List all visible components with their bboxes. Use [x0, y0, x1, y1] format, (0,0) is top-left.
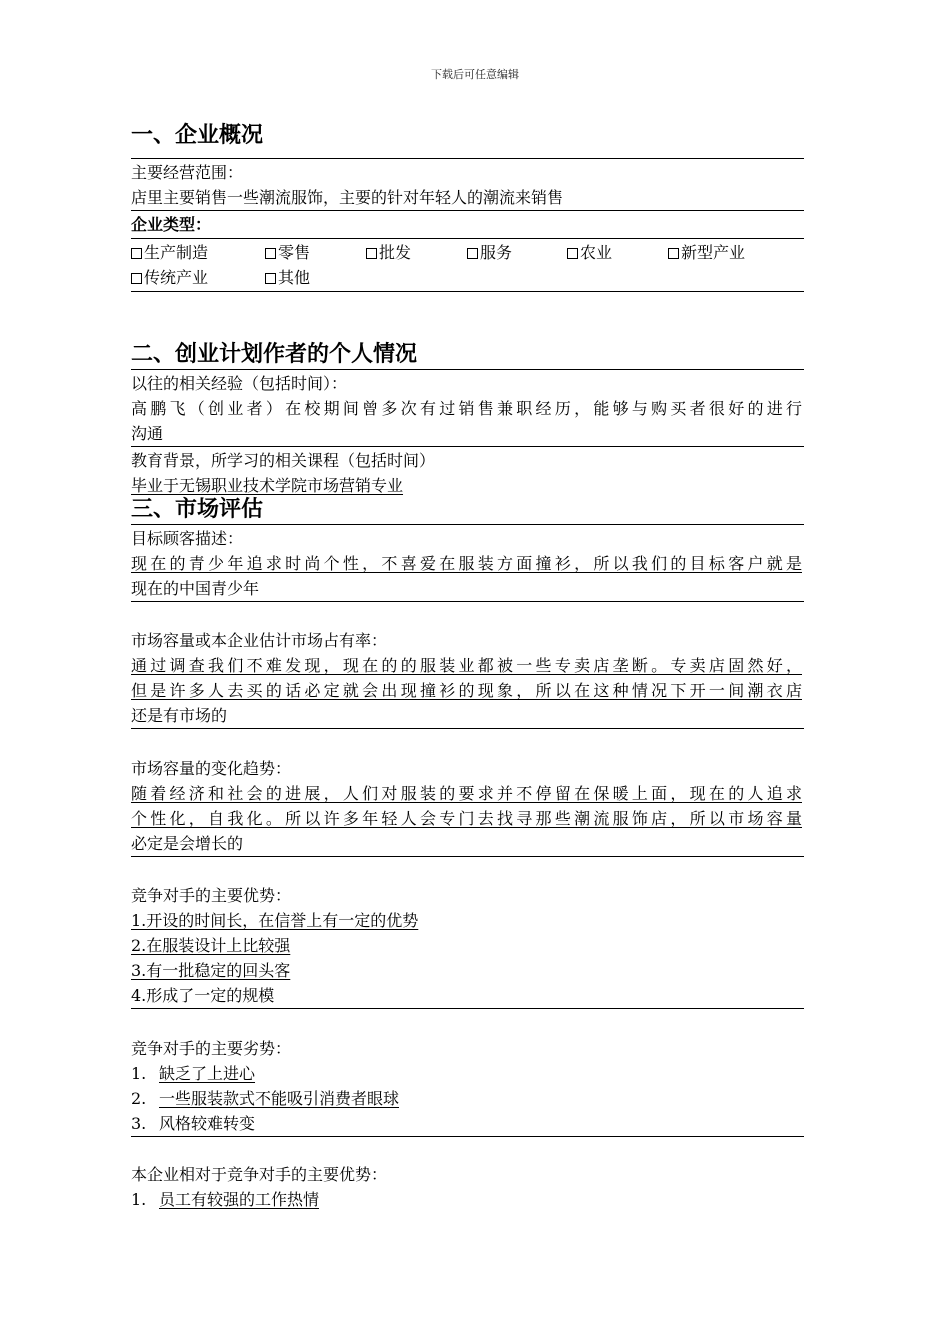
checkbox-icon[interactable]: [567, 248, 578, 259]
checkbox-option[interactable]: 批发: [366, 240, 411, 265]
experience-line: 沟通: [131, 424, 164, 443]
checkbox-icon[interactable]: [467, 248, 478, 259]
divider: [131, 238, 804, 239]
divider: [131, 601, 804, 602]
section-title-company-overview: 一、企业概况: [131, 123, 264, 148]
page-header: 下载后可任意编辑: [431, 68, 519, 81]
section-title-author-info: 二、创业计划作者的个人情况: [131, 342, 418, 367]
checkbox-option[interactable]: 服务: [467, 240, 512, 265]
checkbox-icon[interactable]: [265, 273, 276, 284]
education-label: 教育背景，所学习的相关课程（包括时间）: [131, 451, 436, 470]
list-item: 3. 风格较难转变: [131, 1114, 256, 1133]
list-item: 2. 一些服装款式不能吸引消费者眼球: [131, 1089, 400, 1108]
checkbox-icon[interactable]: [131, 273, 142, 284]
checkbox-icon[interactable]: [366, 248, 377, 259]
divider: [131, 524, 804, 525]
list-item: 1. 缺乏了上进心: [131, 1064, 256, 1083]
divider: [131, 1136, 804, 1137]
experience-label: 以往的相关经验（包括时间）：: [131, 374, 348, 393]
divider: [131, 210, 804, 211]
market-capacity-label: 市场容量或本企业估计市场占有率：: [131, 631, 388, 650]
divider: [131, 856, 804, 857]
scope-label: 主要经营范围：: [131, 163, 244, 182]
target-customer-line: 现在的青少年追求时尚个性，不喜爱在服装方面撞衫，所以我们的目标客户就是: [131, 554, 802, 573]
divider: [131, 728, 804, 729]
checkbox-icon[interactable]: [131, 248, 142, 259]
capacity-trend-label: 市场容量的变化趋势：: [131, 759, 292, 778]
checkbox-option[interactable]: 农业: [567, 240, 612, 265]
divider: [131, 369, 804, 370]
market-capacity-line: 但是许多人去买的话必定就会出现撞衫的现象，所以在这种情况下开一间潮衣店: [131, 681, 802, 700]
checkbox-icon[interactable]: [668, 248, 679, 259]
competitor-advantages-label: 竞争对手的主要优势：: [131, 886, 292, 905]
list-item: 1.开设的时间长，在信誉上有一定的优势: [131, 911, 419, 930]
divider: [131, 291, 804, 292]
company-type-label: 企业类型：: [131, 215, 212, 234]
education-value: 毕业于无锡职业技术学院市场营销专业: [131, 476, 404, 495]
divider: [131, 446, 804, 447]
checkbox-option[interactable]: 生产制造: [131, 240, 208, 265]
capacity-trend-line: 随着经济和社会的进展，人们对服装的要求并不停留在保暖上面，现在的人追求: [131, 784, 802, 803]
section-title-market-evaluation: 三、市场评估: [131, 497, 264, 522]
checkbox-option[interactable]: 新型产业: [668, 240, 745, 265]
checkbox-option[interactable]: 其他: [265, 265, 310, 290]
market-capacity-line: 通过调查我们不难发现，现在的的服装业都被一些专卖店垄断。专卖店固然好，: [131, 656, 802, 675]
checkbox-icon[interactable]: [265, 248, 276, 259]
list-item: 3.有一批稳定的回头客: [131, 961, 291, 980]
own-advantages-label: 本企业相对于竞争对手的主要优势：: [131, 1165, 388, 1184]
list-item: 1. 员工有较强的工作热情: [131, 1190, 320, 1209]
checkbox-option[interactable]: 传统产业: [131, 265, 208, 290]
competitor-weaknesses-label: 竞争对手的主要劣势：: [131, 1039, 292, 1058]
checkbox-option[interactable]: 零售: [265, 240, 310, 265]
capacity-trend-line: 必定是会增长的: [131, 834, 244, 853]
divider: [131, 1008, 804, 1009]
scope-value: 店里主要销售一些潮流服饰，主要的针对年轻人的潮流来销售: [131, 188, 564, 207]
target-customer-label: 目标顾客描述：: [131, 529, 244, 548]
capacity-trend-line: 个性化，自我化。所以许多年轻人会专门去找寻那些潮流服饰店，所以市场容量: [131, 809, 802, 828]
list-item: 2.在服装设计上比较强: [131, 936, 291, 955]
target-customer-line: 现在的中国青少年: [131, 579, 260, 598]
list-item: 4.形成了一定的规模: [131, 986, 275, 1005]
divider: [131, 158, 804, 159]
experience-line: 高鹏飞（创业者）在校期间曾多次有过销售兼职经历，能够与购买者很好的进行: [131, 399, 802, 418]
market-capacity-line: 还是有市场的: [131, 706, 228, 725]
